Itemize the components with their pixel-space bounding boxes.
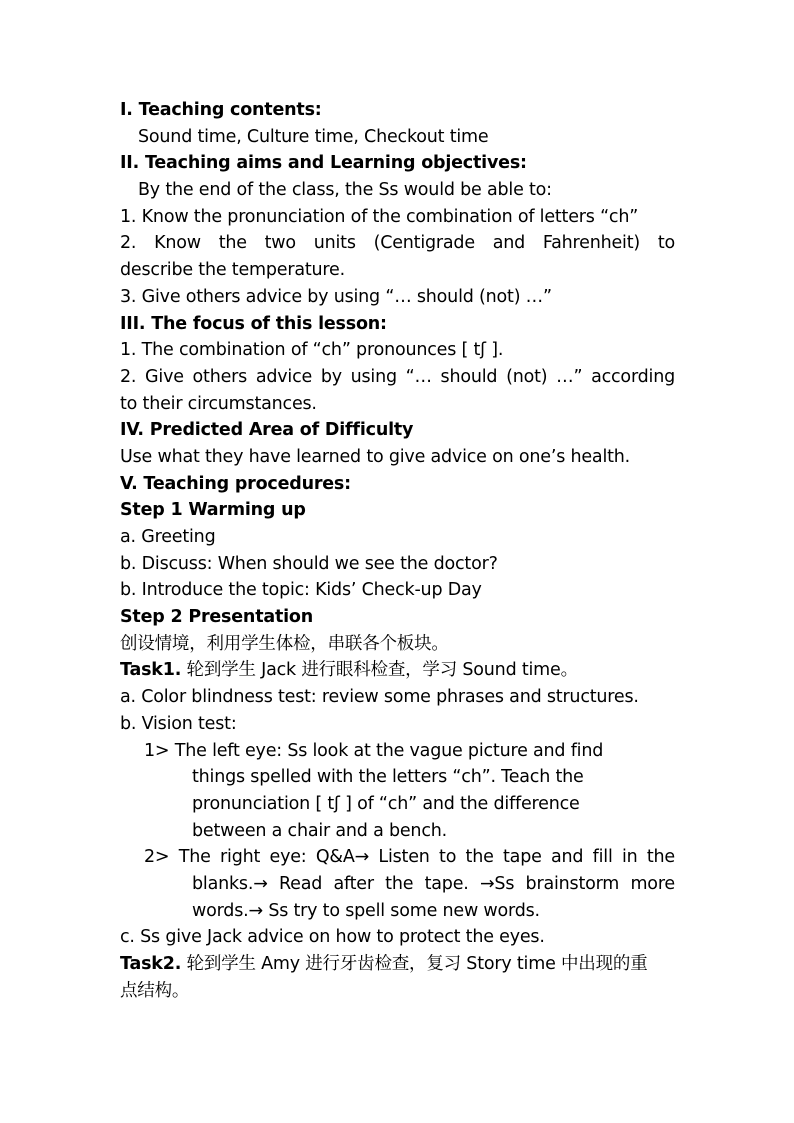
section-heading-difficulty: IV. Predicted Area of Difficulty [120,420,414,441]
task1-text: 轮到学生 Jack 进行眼科检查，学习 Sound time。 [186,660,578,681]
left-eye-item-continued: between a chair and a bench. [192,820,447,841]
left-eye-item-continued: pronunciation [ tʃ ] of “ch” and the difference [192,793,580,814]
focus-item: 2. Give others advice by using “… should (not) …” according [120,366,675,387]
lesson-plan-body [120,97,675,1004]
section-heading-aims: II. Teaching aims and Learning objectives: [120,153,527,174]
section-heading-procedures: V. Teaching procedures: [120,473,351,494]
task2-line [120,951,675,978]
step1-heading: Step 1 Warming up [120,500,306,521]
step2-heading: Step 2 Presentation [120,607,314,628]
aim-item: 3. Give others advice by using “… should (not) …” [120,286,552,307]
teaching-contents-text: Sound time, Culture time, Checkout time [138,126,489,147]
aims-intro: By the end of the class, the Ss would be able to: [138,180,552,201]
task2-text-continued: 点结构。 [120,980,190,1001]
focus-item: 1. The combination of “ch” pronounces [ tʃ ]. [120,340,504,361]
left-eye-item: 1> The left eye: Ss look at the vague picture and find [144,740,604,761]
task1-line [120,657,675,684]
aim-item-continued: describe the temperature. [120,260,345,281]
step1-item: b. Introduce the topic: Kids’ Check-up Day [120,580,482,601]
right-eye-item-continued: words.→ Ss try to spell some new words. [192,900,540,921]
step1-item: b. Discuss: When should we see the doctor? [120,553,498,574]
step1-item: a. Greeting [120,527,216,547]
section-heading-focus: III. The focus of this lesson: [120,313,387,334]
task1-item-a: a. Color blindness test: review some phrases and structures. [120,687,639,708]
task2-label: Task2. [120,954,182,974]
right-eye-item-continued: blanks.→ Read after the tape. →Ss brainstorm more [192,873,675,894]
aim-item: 1. Know the pronunciation of the combination of letters “ch” [120,206,639,227]
difficulty-text: Use what they have learned to give advice on one’s health. [120,446,631,467]
task1-item-b: b. Vision test: [120,713,237,734]
left-eye-item-continued: things spelled with the letters “ch”. Teach the [192,767,584,788]
task1-label: Task1. [120,660,182,681]
aim-item: 2. Know the two units (Centigrade and Fahrenheit) to [120,233,675,254]
focus-item-continued: to their circumstances. [120,393,317,414]
step2-intro: 创设情境，利用学生体检，串联各个板块。 [120,633,449,654]
section-heading-teaching-contents: I. Teaching contents: [120,100,322,120]
task2-text: 轮到学生 Amy 进行牙齿检查，复习 Story time 中出现的重 [186,954,648,974]
task1-item-c: c. Ss give Jack advice on how to protect the eyes. [120,927,545,948]
right-eye-item: 2> The right eye: Q&A→ Listen to the tape and fill in the [144,847,675,868]
